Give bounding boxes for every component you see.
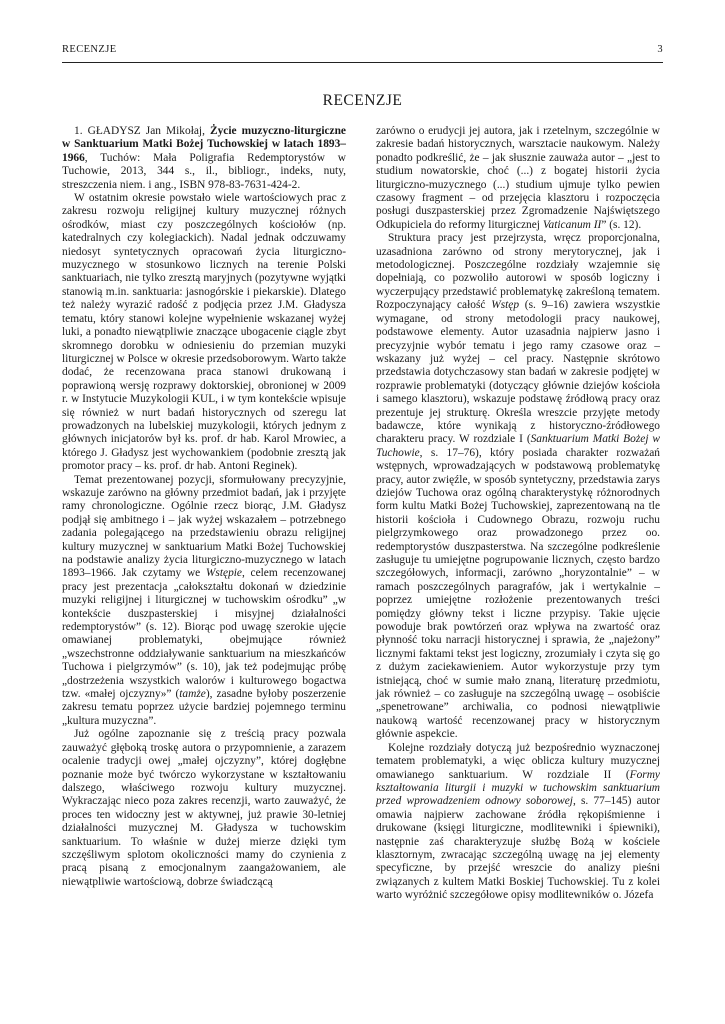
section-heading: RECENZJE <box>322 92 403 109</box>
header-rule <box>62 62 663 63</box>
italic-run: Wstępie <box>205 567 242 580</box>
paragraph: Już ogólne zapoznanie się z treścią pracy pozwala zauważyć głęboką troskę autora o przypomnienie, a zarazem ocalenie tradycji owej „małej ojczyzny”, której dogłębne poznanie może być twórczo wykorzystane w kształtowaniu dalszego, właściwego rozwoju kultury muzycznej. Wykraczając nieco poza zakres recenzji, warto zauważyć, że proces ten widoczny jest w aktywnej, już prawie 30-letniej działalności muzycznej M. Gładysza w tuchowskim sanktuarium. To właśnie w dużej mierze dzięki tym szczęśliwym splotom okoliczności mamy do czynienia z pracą pisaną z emocjonalnym zaangażowaniem, ale niewątpliwie wartościową, dobrze świadczącą <box>62 728 346 888</box>
text-run: zarówno o erudycji jej autora, jak i rzetelnym, szczególnie w zakresie badań historycznych, warsztacie naukowym. Należy ponadto podkreślić, że – jak słusznie zauważa autor – „jest to studium nowatorskie, choć (...) z bogatej historii życia liturgiczno-muzycznego (...) studium ujmuje tylko pewien czasowy fragment – od przejęcia klasztoru i rozpoczęcia posługi duszpasterskiej przez Zgromadzenie Najświętszego Odkupiciela do reformy liturgicznej <box>376 125 660 231</box>
text-run: ), zasadne byłoby poszerzenie zakresu tematu poprzez użycie bardziej pojemnego terminu „kultura muzyczna”. <box>62 688 346 727</box>
text-run: ” (s. 12). <box>601 218 642 231</box>
text-run: , celem recenzowanej pracy jest prezentacja „całokształtu dokonań w dziedzinie muzyki religijnej i liturgicznej w tuchowskim ośrodku” „w kontekście duszpasterskiej i misyjnej działalności redemptorystów” (s. 12). Biorąc pod uwagę szerokie ujęcie omawianej problematyki, obejmujące również „wszechstronne oddziaływanie sanktuarium na mieszkańców Tuchowa i pielgrzymów” (s. 10), jak też podejmując próbę „dostrzeżenia wszystkich walorów i kulturowego bogactwa tzw. «małej ojczyzny»” ( <box>62 567 347 701</box>
left-column <box>62 125 346 889</box>
running-head <box>62 44 663 60</box>
paragraph <box>376 125 660 232</box>
paragraph <box>376 742 660 903</box>
paragraph <box>62 474 346 729</box>
text-run: Temat prezentowanej pozycji, sformułowany precyzyjnie, wskazuje zarówno na główny przedmiot badań, jak i przyjęte ramy chronologiczne. Ogólnie rzecz biorąc, J.M. Gładysz podjął się ambitnego i – jak wyżej wskazałem – potrzebnego zadania polegającego na przedstawieniu obrazu religijnej kultury muzycznej w sanktuarium Matki Bożej Tuchowskiej na podstawie analizy życia liturgiczno-muzycznego w latach 1893–1966. Jak czytamy we <box>62 473 346 580</box>
italic-run: Formy kształtowania liturgii i muzyki w tuchowskim sanktuarium przed wprowadzeniem odnowy soborowej <box>376 768 660 808</box>
entry-title: Życie muzyczno-liturgiczne w Sanktuarium Matki Bożej Tuchowskiej w latach 1893–1966 <box>62 125 346 164</box>
text-run: (s. 9–16) zawiera wszystkie wymagane, od strony metodologii pracy naukowej, podstawowe elementy. Autor uzasadnia najpierw jasno i precyzyjnie wybór tematu i jego ramy czasowe oraz – wskazany już wyżej – cel pracy. Następnie skrótowo przedstawia dotychczasowy stan badań w zakresie podjętej w rozprawie problematyki (dotyczący głównie dziejów kościoła i samego klasztoru), wskazuje podstawę źródłową pracy oraz prezentuje jej strukturę. Określa wreszcie przyjęte metody badawcze, które wynikają z historyczno-źródłowego charakteru pracy. W rozdziale I ( <box>376 299 660 446</box>
review-entry <box>62 125 346 192</box>
text-run: Kolejne rozdziały dotyczą już bezpośrednio wyznaczonej tematem problematyki, a więc oblicza kultury muzycznej omawianego sanktuarium. W rozdziale II ( <box>376 741 660 781</box>
italic-run: Wstęp <box>491 299 520 312</box>
text-run: , s. 17–76), który posiada charakter rozważań wstępnych, wprowadzających w podstawową problematykę pracy, autor zwięźle, w sposób syntetyczny, przedstawia zarys dziejów Tuchowa oraz ogólną charakterystykę różnorodnych form kultu Matki Bożej Tuchowskiej, zaprezentowaną na tle historii kościoła i Cudownego Obrazu, rozwoju ruchu pielgrzymkowego oraz prowadzonego przez oo. redemptorystów duszpasterstwa. Na szczególne podkreślenie zasługuje tu umiejętne pogrupowanie licznych, często bardzo szczegółowych, informacji, zarówno „horyzontalnie” – w ramach poszczególnych paragrafów, jak i wertykalnie – poprzez umiejętne rozłożenie prezentowanych treści pomiędzy główny tekst i liczne przypisy. Takie ujęcie powoduje brak powtórzeń oraz wpływa na zwartość oraz płynność toku narracji historycznej i sprawia, że „najeżony” licznymi faktami tekst jest logiczny, zrozumiały i czyta się go z dużym zaciekawieniem. Autor wykorzystuje przy tym istniejącą, choć w sumie mało znaną, literaturę przedmiotu, jak również – co zasługuje na szczególną uwagę – osobiście „spenetrowane” archiwalia, co podnosi niewątpliwie naukową wartość recenzowanej pracy w historycznym głównie aspekcie. <box>376 446 660 741</box>
text-run: Struktura pracy jest przejrzysta, wręcz proporcjonalna, uzasadniona zarówno od strony merytorycznej, jak i metodologicznej. Poszczególne rozdziały wzajemnie się dopełniają, co pozwoliło autorowi w sposób logiczny i wyczerpujący przedstawić problematykę zakreśloną tematem. Rozpoczynający całość <box>376 232 660 312</box>
paragraph <box>376 232 660 741</box>
italic-run: Sanktuarium Matki Bożej w Tuchowie <box>376 433 660 459</box>
entry-number-author: 1. GŁADYSZ Jan Mikołaj, <box>74 125 210 137</box>
text-run: , s. 77–145) autor omawia najpierw zachowane źródła rękopiśmienne i drukowane (księgi liturgiczne, modlitewniki i śpiewniki), następnie zaś charakteryzuje służbę Bożą w kościele klasztornym, zwracając szczególną uwagę na jej elementy specyficzne, by przejść wreszcie do analizy pieśni związanych z kultem Matki Boskiej Tuchowskiej. Tu z kolei warto wyróżnić szczegółowe opisy modlitewników o. Józefa <box>376 795 660 902</box>
page-number: 3 <box>657 44 663 55</box>
italic-run: tamże <box>179 688 206 701</box>
italic-run: Vaticanum II <box>542 218 602 231</box>
right-column <box>376 125 660 903</box>
running-head-title: RECENZJE <box>62 44 117 55</box>
paragraph: W ostatnim okresie powstało wiele wartościowych prac z zakresu rozwoju religijnej kultury muzycznej różnych ośrodków, miast czy poszczególnych kościołów (np. katedralnych czy kolegiackich). Nadal jednak odczuwamy niedosyt syntetycznych opracowań życia liturgiczno-muzycznego w stosunkowo licznych na terenie Polski sanktuariach, nie tylko zresztą maryjnych (pozytywne wyjątki stanowią m.in. sanktuaria: jasnogórskie i piekarskie). Dlatego też należy wyrazić radość z podjęcia przez J.M. Gładysza tematu, który stanowi kolejne wypełnienie wskazanej wyżej luki, a ponadto niewątpliwie znaczące ubogacenie ciągle zbyt skromnego dorobku w odniesieniu do przemian muzyki liturgicznej w Polsce w okresie przedsoborowym. Warto także dodać, że recenzowana praca stanowi drukowaną i poprawioną wersję rozprawy doktorskiej, obronionej w 2009 r. w Instytucie Muzykologii KUL, i w tym kontekście wpisuje się również w nurt badań historycznych od szeregu lat prowadzonych na lubelskiej muzykologii, których jednym z głównych inicjatorów był ks. prof. dr hab. Karol Mrowiec, a którego J. Gładysz jest wychowankiem (podobnie zresztą jak promotor pracy – ks. prof. dr hab. Antoni Reginek). <box>62 192 346 473</box>
entry-bibliographic: , Tuchów: Mała Poligrafia Redemptorystów w Tuchowie, 2013, 344 s., il., bibliogr., indeks, nuty, streszczenia niem. i ang., ISBN 978-83-7631-424-2. <box>62 151 346 191</box>
